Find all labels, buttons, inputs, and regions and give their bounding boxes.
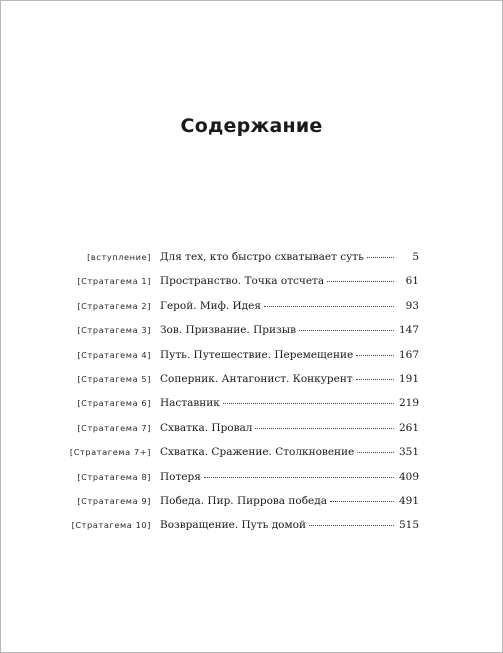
toc-row[interactable]	[63, 519, 419, 543]
toc-section-label: [Стратагема 9]	[77, 495, 151, 506]
toc-entry-title: Схватка. Провал	[160, 421, 253, 434]
dot-leader	[223, 403, 394, 404]
dot-leader	[330, 501, 394, 502]
toc-section-label: [Стратагема 3]	[77, 325, 151, 336]
toc-section-label: [Стратагема 8]	[77, 471, 151, 482]
toc-entry-title: Победа. Пир. Пиррова победа	[160, 494, 327, 507]
toc-row[interactable]	[63, 471, 419, 495]
toc-page-number: 93	[405, 299, 419, 312]
dot-leader	[357, 452, 394, 453]
toc-section-label: [вступление]	[87, 252, 151, 262]
toc-section-label: [Стратагема 1]	[77, 276, 151, 287]
toc-section-label: [Стратагема 7]	[77, 422, 151, 433]
toc-row[interactable]	[63, 300, 419, 324]
dot-leader	[255, 428, 394, 429]
toc-row[interactable]	[63, 324, 419, 348]
dot-leader	[327, 281, 394, 282]
toc-page-number: 491	[398, 494, 419, 507]
toc-row[interactable]	[63, 275, 419, 299]
toc-row[interactable]	[63, 495, 419, 519]
toc-section-label: [Стратагема 6]	[77, 398, 151, 409]
toc-entry-title: Схватка. Сражение. Столкновение	[160, 446, 355, 459]
toc-section-label: [Стратагема 5]	[77, 373, 151, 384]
toc-page-number: 515	[398, 519, 419, 532]
toc-page-number: 147	[398, 324, 419, 337]
toc-section-label: [Стратагема 4]	[77, 349, 151, 360]
dot-leader	[309, 525, 394, 526]
dot-leader	[367, 257, 394, 258]
toc-entry-title: Наставник	[160, 397, 220, 410]
toc-row[interactable]	[63, 446, 419, 470]
toc-entry-title: Путь. Путешествие. Перемещение	[160, 348, 354, 361]
dot-leader	[204, 477, 394, 478]
toc-page-number: 61	[405, 275, 419, 288]
toc-page-number: 261	[398, 421, 419, 434]
toc-row[interactable]	[63, 397, 419, 421]
toc-entry-title: Зов. Призвание. Призыв	[160, 324, 296, 337]
page-title: Содержание	[180, 115, 323, 137]
toc-entry-title: Пространство. Точка отсчета	[160, 275, 325, 288]
toc-entry-title: Для тех, кто быстро схватывает суть	[160, 251, 364, 263]
dot-leader	[264, 306, 394, 307]
dot-leader	[299, 330, 394, 331]
toc-section-label: [Стратагема 10]	[71, 520, 151, 531]
toc-page-number: 351	[398, 446, 419, 459]
toc-entry-title: Потеря	[160, 470, 201, 483]
toc-entry-title: Герой. Миф. Идея	[160, 299, 261, 312]
toc-section-label: [Стратагема 2]	[77, 300, 151, 311]
dot-leader	[356, 379, 394, 380]
table-of-contents	[63, 251, 419, 544]
toc-row[interactable]	[63, 349, 419, 373]
toc-section-label: [Стратагема 7+]	[69, 447, 151, 458]
toc-page-number: 219	[398, 397, 419, 410]
toc-row[interactable]	[63, 373, 419, 397]
toc-row[interactable]	[63, 251, 419, 275]
toc-page-number: 5	[412, 251, 419, 263]
toc-page-number: 167	[398, 348, 419, 361]
toc-entry-title: Возвращение. Путь домой	[160, 519, 306, 532]
toc-page-number: 191	[398, 372, 419, 385]
toc-entry-title: Соперник. Антагонист. Конкурент	[160, 372, 353, 385]
toc-row[interactable]	[63, 422, 419, 446]
toc-page-number: 409	[398, 470, 419, 483]
dot-leader	[356, 355, 394, 356]
